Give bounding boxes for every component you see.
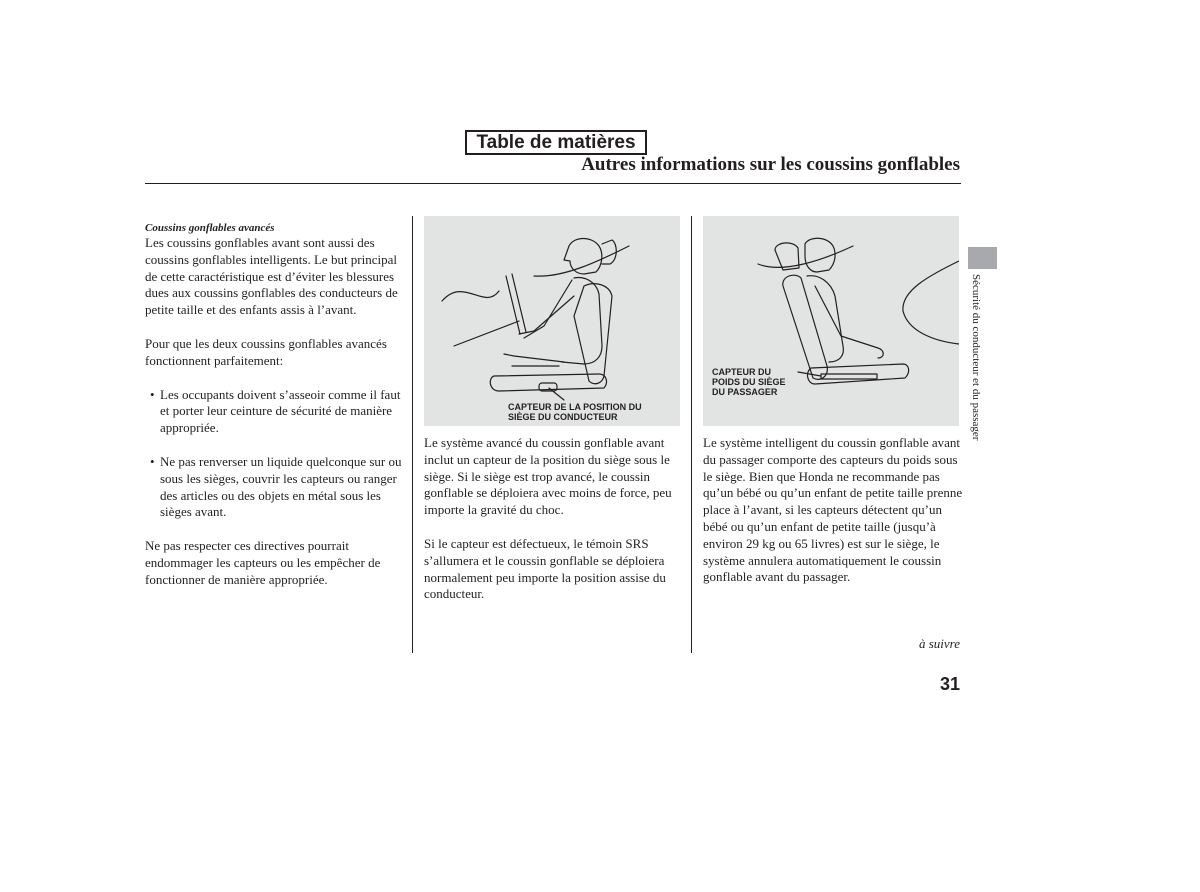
section-subheading: Coussins gonflables avancés [145,222,275,234]
section-tab[interactable] [968,247,997,269]
passenger-weight-sensor-label: CAPTEUR DU POIDS DU SIÈGE DU PASSAGER [712,367,786,397]
list-item [145,454,407,521]
column-divider-right [691,216,692,653]
title-divider [145,183,961,184]
driver-seat-drawing [424,216,680,426]
conditions-paragraph: Pour que les deux coussins gonflables avancés fonctionnent parfaitement: [145,335,387,368]
right-column [703,435,965,586]
driver-seat-illustration [424,216,680,426]
bullet-icon: • [150,453,155,469]
section-tab-label: Sécurité du conducteur et du passager [970,274,982,441]
warning-paragraph: Ne pas respecter ces directives pourrait endommager les capteurs ou les empêcher de fonctionner de manière appropriée. [145,538,381,587]
intro-paragraph: Les coussins gonflables avant sont aussi des coussins gonflables intelligents. Le but principal de cette caractéristique est d’éviter les blessures dues aux coussins gonflables des conducteurs de petite taille et des enfants assis à l’avant. [145,235,398,318]
left-column [145,221,407,589]
passenger-seat-illustration [703,216,959,426]
middle-column [424,435,686,603]
driver-position-sensor-label: CAPTEUR DE LA POSITION DU SIÈGE DU CONDUCTEUR [508,402,642,422]
continued-note: à suivre [918,636,960,651]
page-title: Autres informations sur les coussins gonflables [581,154,960,175]
column-divider-left [412,216,413,653]
srs-warning-paragraph: Si le capteur est défectueux, le témoin SRS s’allumera et le coussin gonflable se déploiera normalement peu importe la position assise du conducteur. [424,535,666,602]
page-number: 31 [939,674,960,694]
list-item-text: Les occupants doivent s’asseoir comme il faut et porter leur ceinture de sécurité de manière appropriée. [160,386,401,436]
list-item-text: Ne pas renverser un liquide quelconque sur ou sous les sièges, couvrir les capteurs ou ranger des articles ou des objets en métal sous les sièges avant. [160,453,402,520]
table-of-contents-button[interactable]: Table de matières [465,130,647,155]
bullet-icon: • [150,386,155,402]
passenger-sensor-paragraph: Le système intelligent du coussin gonflable avant du passager comporte des capteurs du poids sous le siège. Bien que Honda ne recommande pas qu’un bébé ou qu’un enfant de petite taille prenne place à l’avant, si les capteurs détectent qu’un bébé ou qu’un enfant de petite taille (jusqu’à environ 29 kg ou 65 livres) est sur le siège, le système annulera automatiquement le coussin gonflable avant du passager. [703,435,963,585]
driver-sensor-paragraph: Le système avancé du coussin gonflable avant inclut un capteur de la position du siège sous le siège. Si le siège est trop avancé, le coussin gonflable se déploiera avec moins de force, peu importe la gravité du choc. [424,435,672,518]
list-item [145,387,407,437]
